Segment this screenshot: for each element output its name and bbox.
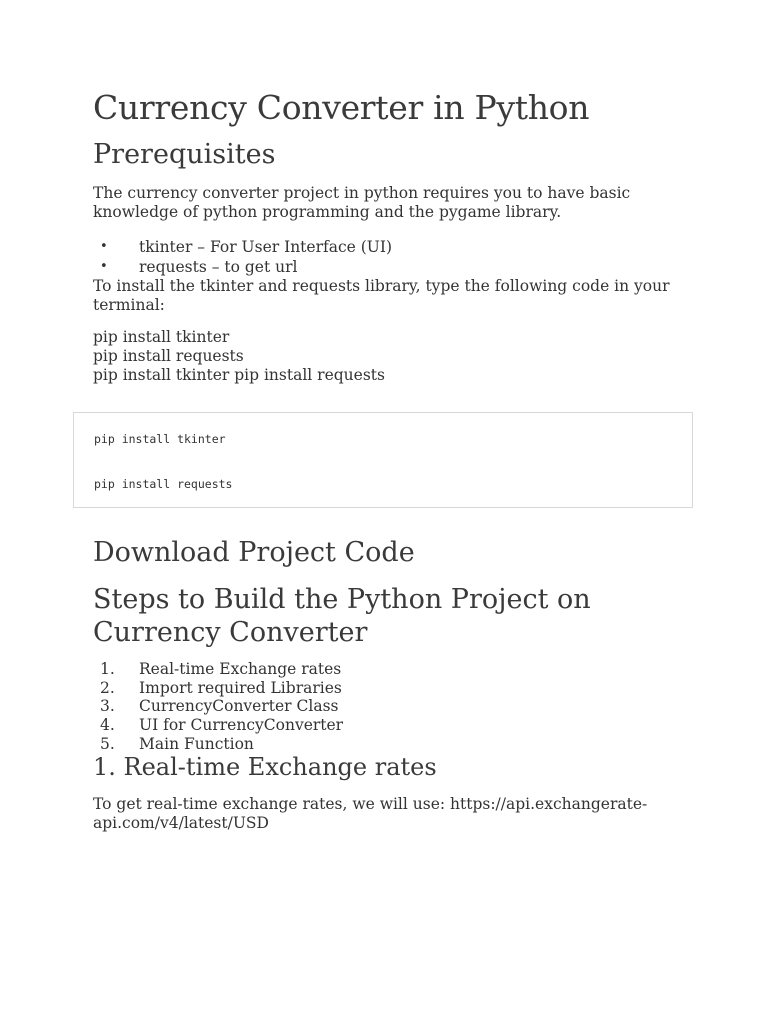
prerequisites-list xyxy=(93,237,392,277)
prerequisites-intro: The currency converter project in python requires you to have basic knowledge of python programming and the pygame library. xyxy=(93,184,631,221)
steps-heading: Steps to Build the Python Project on Currency Converter xyxy=(93,584,591,648)
step-label: Main Function xyxy=(139,734,254,753)
list-item xyxy=(93,735,343,754)
list-item xyxy=(93,660,343,679)
step-number: 5. xyxy=(100,734,115,753)
step-label: UI for CurrencyConverter xyxy=(139,716,344,735)
list-item xyxy=(93,716,343,735)
install-instructions: To install the tkinter and requests library, type the following code in your terminal: xyxy=(93,277,670,314)
pip-line: pip install requests xyxy=(93,347,244,365)
step-label: Real-time Exchange rates xyxy=(139,660,342,678)
download-heading: Download Project Code xyxy=(93,537,415,568)
code-line: pip install requests xyxy=(94,477,233,491)
page-title: Currency Converter in Python xyxy=(93,88,590,127)
pip-line: pip install tkinter pip install requests xyxy=(93,366,385,384)
step-number: 4. xyxy=(100,716,115,735)
code-block xyxy=(73,412,693,508)
step-label: CurrencyConverter Class xyxy=(139,697,339,716)
list-item: • tkinter – For User Interface (UI) xyxy=(93,237,392,257)
section-heading-realtime: 1. Real-time Exchange rates xyxy=(93,753,437,781)
pip-line: pip install tkinter xyxy=(93,328,230,346)
list-item xyxy=(93,679,343,698)
steps-list xyxy=(93,660,343,754)
pip-commands xyxy=(93,328,385,385)
step-number: 1. xyxy=(100,660,115,678)
realtime-description: To get real-time exchange rates, we will use: https://api.exchangerate-api.com/v4/latest/USD xyxy=(93,795,648,832)
code-line: pip install tkinter xyxy=(94,432,226,446)
step-number: 2. xyxy=(100,678,115,697)
step-number: 3. xyxy=(100,697,115,716)
list-item: • requests – to get url xyxy=(93,257,392,277)
step-label: Import required Libraries xyxy=(139,678,342,697)
prerequisites-heading: Prerequisites xyxy=(93,139,276,170)
list-item xyxy=(93,697,343,716)
